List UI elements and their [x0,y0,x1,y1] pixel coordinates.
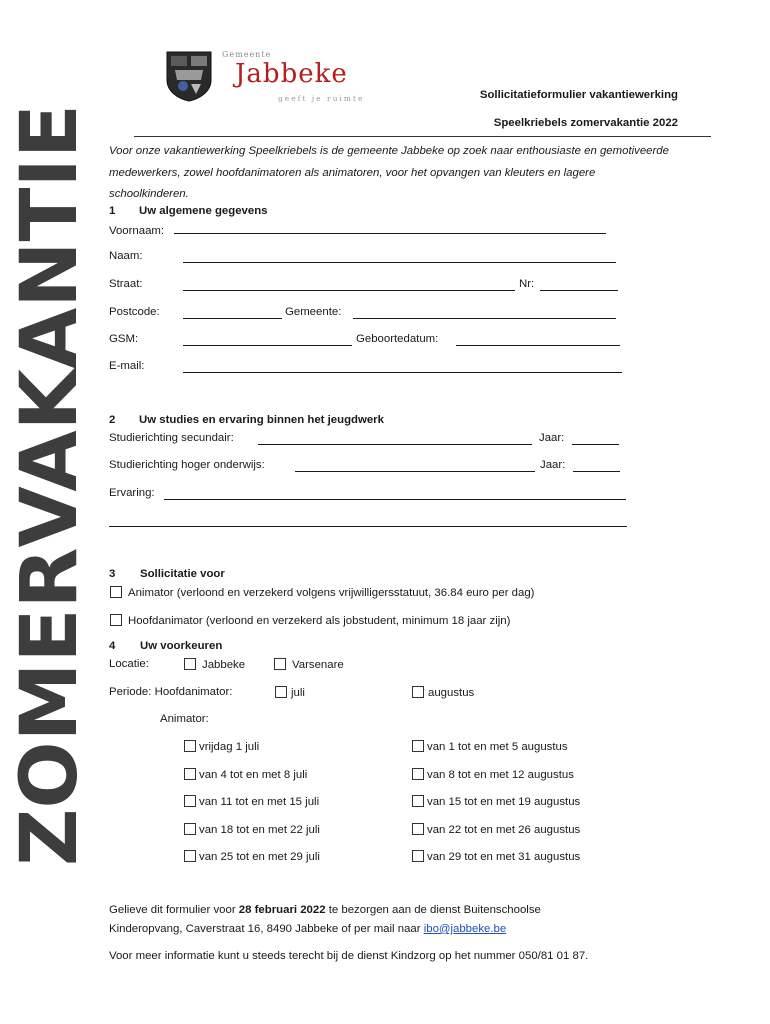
augustus-week-5[interactable]: van 29 tot en met 31 augustus [412,850,580,863]
section-1-heading: 1 Uw algemene gegevens [109,205,268,217]
option-hoofdanimator[interactable]: Hoofdanimator (verloond en verzekerd als jobstudent, minimum 18 jaar zijn) [110,614,510,627]
checkbox[interactable] [184,740,196,752]
nr-label: Nr: [519,278,535,290]
checkbox[interactable] [412,686,424,698]
ervaring-field[interactable] [164,489,626,500]
email-link[interactable]: ibo@jabbeke.be [423,923,507,935]
augustus-week-3[interactable]: van 15 tot en met 19 augustus [412,795,580,808]
gemeente-field[interactable] [353,308,616,319]
naam-label: Naam: [109,250,143,262]
checkbox[interactable] [412,795,424,807]
straat-label: Straat: [109,278,143,290]
intro-text: Voor onze vakantiewerking Speelkriebels is de gemeente Jabbeke op zoek naar enthousiaste en gemotiveerde medewerkers, zowel hoofdanimatoren als animatoren, voor het opvangen van kleuters en lagere schoolkinderen. [109,145,669,200]
header-divider [134,136,711,137]
voornaam-field[interactable] [174,223,606,234]
animator-label: Animator: [160,713,209,725]
checkbox[interactable] [412,740,424,752]
augustus-week-2[interactable]: van 8 tot en met 12 augustus [412,768,574,781]
option-animator[interactable]: Animator (verloond en verzekerd volgens vrijwilligersstatuut, 36.84 euro per dag) [110,586,534,599]
voornaam-row: Voornaam: [109,223,606,237]
brand-prefix: Gemeente [222,50,272,59]
checkbox[interactable] [275,686,287,698]
nr-field[interactable] [540,280,618,291]
postcode-field[interactable] [183,308,282,319]
juli-week-2[interactable]: van 4 tot en met 8 juli [184,768,307,781]
periode-label: Periode: Hoofdanimator: [109,686,233,698]
gsm-field[interactable] [183,335,352,346]
svg-text:ZOMERVAKANTIE: ZOMERVAKANTIE [5,115,95,866]
checkbox[interactable] [184,658,196,670]
hoger-jaar-field[interactable] [573,461,620,472]
email-field[interactable] [183,362,622,373]
straat-field[interactable] [183,280,515,291]
footer-deadline: Gelieve dit formulier voor 28 februari 2022 te bezorgen aan de dienst Buitenschoolse [109,904,541,916]
locatie-label: Locatie: [109,658,149,670]
secundair-jaar-label: Jaar: [539,432,565,444]
form-title: Sollicitatieformulier vakantiewerking [479,89,678,101]
hoger-jaar-label: Jaar: [540,459,566,471]
section-2-heading: 2 Uw studies en ervaring binnen het jeugdwerk [109,414,384,426]
checkbox[interactable] [184,823,196,835]
juli-week-5[interactable]: van 25 tot en met 29 juli [184,850,320,863]
juli-week-1[interactable]: vrijdag 1 juli [184,740,259,753]
section-4-heading: 4 Uw voorkeuren [109,640,223,652]
gsm-label: GSM: [109,333,139,345]
secundair-field[interactable] [258,434,532,445]
municipality-crest-logo [163,50,215,102]
geboortedatum-field[interactable] [456,335,620,346]
checkbox[interactable] [274,658,286,670]
ervaring-field-line-2[interactable] [109,516,627,527]
secundair-label: Studierichting secundair: [109,432,234,444]
footer-address: Kinderopvang, Caverstraat 16, 8490 Jabbeke of per mail naar ibo@jabbeke.be [109,923,507,935]
deadline-date: 28 februari 2022 [238,904,326,916]
side-title [5,100,95,870]
footer-info: Voor meer informatie kunt u steeds terecht bij de dienst Kindzorg op het nummer 050/81 01 87. [109,950,589,962]
brand-name: Jabbeke [235,59,348,89]
brand-tagline: geeft je ruimte [278,94,365,103]
checkbox[interactable] [412,850,424,862]
hoofdanimator-checkbox[interactable] [110,614,122,626]
naam-field[interactable] [183,252,616,263]
checkbox[interactable] [412,823,424,835]
form-subtitle: Speelkriebels zomervakantie 2022 [493,117,678,129]
hoger-label: Studierichting hoger onderwijs: [109,459,265,471]
checkbox[interactable] [412,768,424,780]
email-label: E-mail: [109,360,145,372]
gemeente-label: Gemeente: [285,306,342,318]
geboortedatum-label: Geboortedatum: [356,333,439,345]
checkbox[interactable] [184,795,196,807]
augustus-week-1[interactable]: van 1 tot en met 5 augustus [412,740,568,753]
checkbox[interactable] [184,768,196,780]
locatie-jabbeke[interactable]: Jabbeke [184,658,245,671]
hoofd-augustus[interactable]: augustus [412,686,474,699]
augustus-week-4[interactable]: van 22 tot en met 26 augustus [412,823,580,836]
animator-checkbox[interactable] [110,586,122,598]
ervaring-label: Ervaring: [109,487,155,499]
postcode-label: Postcode: [109,306,160,318]
hoofd-juli[interactable]: juli [275,686,305,699]
hoger-field[interactable] [295,461,535,472]
juli-week-3[interactable]: van 11 tot en met 15 juli [184,795,319,808]
section-3-heading: 3 Sollicitatie voor [109,568,225,580]
checkbox[interactable] [184,850,196,862]
juli-week-4[interactable]: van 18 tot en met 22 juli [184,823,320,836]
locatie-varsenare[interactable]: Varsenare [274,658,344,671]
secundair-jaar-field[interactable] [572,434,619,445]
